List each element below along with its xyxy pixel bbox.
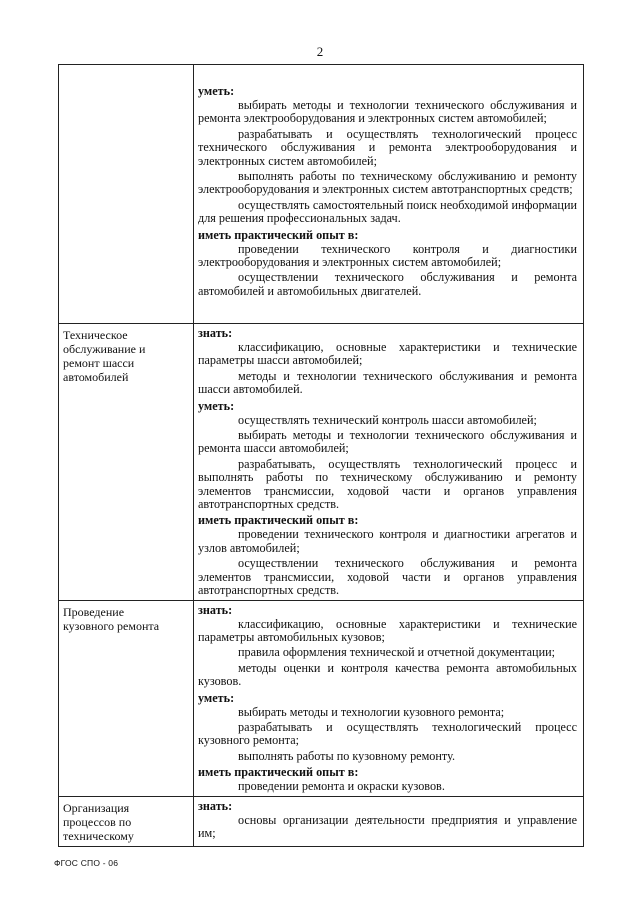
requirement-item: методы оценки и контроля качества ремонта автомобильных кузовов. [198, 660, 577, 689]
requirements-cell [194, 65, 584, 324]
requirements-cell [194, 600, 584, 796]
requirement-item: проведении ремонта и окраски кузовов. [238, 779, 445, 794]
requirement-item: выбирать методы и технологии кузовного ремонта; [238, 704, 505, 719]
section-heading: знать: [198, 326, 233, 340]
requirement-item: осуществлении технического обслуживания и ремонта элементов трансмиссии, ходовой части и органов управления автотранспортных средств. [198, 556, 577, 598]
table-row [59, 65, 584, 324]
section-heading: знать: [198, 798, 233, 813]
table-row [59, 796, 584, 846]
module-name-line: обслуживание и [63, 342, 146, 356]
requirement-item: выполнять работы по кузовному ремонту. [238, 748, 455, 763]
module-name-line: ремонт шасси [63, 356, 135, 370]
module-name-cell [59, 324, 194, 601]
requirement-item: классификацию, основные характеристики и технические параметры автомобильных кузовов; [198, 616, 577, 644]
module-name-line: Техническое [63, 328, 128, 342]
table-row [59, 324, 584, 601]
requirement-item: осуществлять самостоятельный поиск необходимой информации для решения профессиональных задач. [198, 197, 577, 226]
module-name-cell [59, 65, 194, 324]
table-row [59, 600, 584, 796]
module-name [59, 601, 193, 633]
requirements-cell [194, 796, 584, 846]
requirement-item: разрабатывать и осуществлять технологический процесс кузовного ремонта; [198, 719, 577, 748]
section-heading: уметь: [198, 84, 235, 98]
section-heading: иметь практический опыт в: [198, 513, 359, 528]
requirements-cell [194, 324, 584, 601]
competency-table [58, 64, 584, 847]
section-heading: уметь: [198, 690, 235, 705]
requirement-item: классификацию, основные характеристики и технические параметры шасси автомобилей; [198, 340, 577, 368]
section-heading: иметь практический опыт в: [198, 765, 359, 780]
module-name-line: техническому [63, 828, 134, 843]
page-number: 2 [316, 44, 324, 59]
module-name [59, 65, 193, 69]
module-name-line: Проведение [63, 604, 125, 619]
module-name-cell [59, 600, 194, 796]
requirement-item: осуществлять технический контроль шасси автомобилей; [238, 412, 537, 427]
requirement-item: проведении технического контроля и диагностики электрооборудования и электронных систем автомобилей; [198, 241, 577, 270]
requirement-item: выбирать методы и технологии технического обслуживания и ремонта электрооборудования и электронных систем автомобилей; [198, 98, 577, 126]
module-name [59, 324, 193, 384]
module-name [59, 797, 193, 843]
requirement-item: разрабатывать, осуществлять технологический процесс и выполнять работы по техническому обслуживанию и ремонту элементов трансмиссии, ходовой части и органов управления автотранспортных средств. [198, 456, 577, 512]
requirement-item: методы и технологии технического обслуживания и ремонта шасси автомобилей. [198, 368, 577, 397]
footer-label: ФГОС СПО - 06 [54, 858, 119, 868]
requirement-item: выполнять работы по техническому обслуживанию и ремонту электрооборудования и электронных систем автотранспортных средств; [198, 169, 577, 197]
requirement-item: разрабатывать и осуществлять технологический процесс технического обслуживания и ремонта электрооборудования и электронных систем автомобилей; [198, 126, 577, 168]
module-name-line: автомобилей [63, 370, 129, 384]
module-name-cell [59, 796, 194, 846]
requirement-item: проведении технического контроля и диагностики агрегатов и узлов автомобилей; [198, 527, 577, 555]
section-heading: уметь: [198, 398, 235, 413]
requirement-item: правила оформления технической и отчетной документации; [238, 645, 555, 660]
module-name-line: Организация [63, 800, 130, 815]
requirement-item: осуществлении технического обслуживания и ремонта автомобилей и автомобильных двигателей. [198, 270, 577, 298]
section-heading: знать: [198, 602, 233, 617]
requirement-item: основы организации деятельности предприятия и управление им; [198, 812, 577, 840]
section-heading: иметь практический опыт в: [198, 227, 359, 242]
requirement-item: выбирать методы и технологии технического обслуживания и ремонта шасси автомобилей; [198, 428, 577, 456]
module-name-line: кузовного ремонта [63, 618, 160, 633]
module-name-line: процессов по [63, 814, 132, 829]
